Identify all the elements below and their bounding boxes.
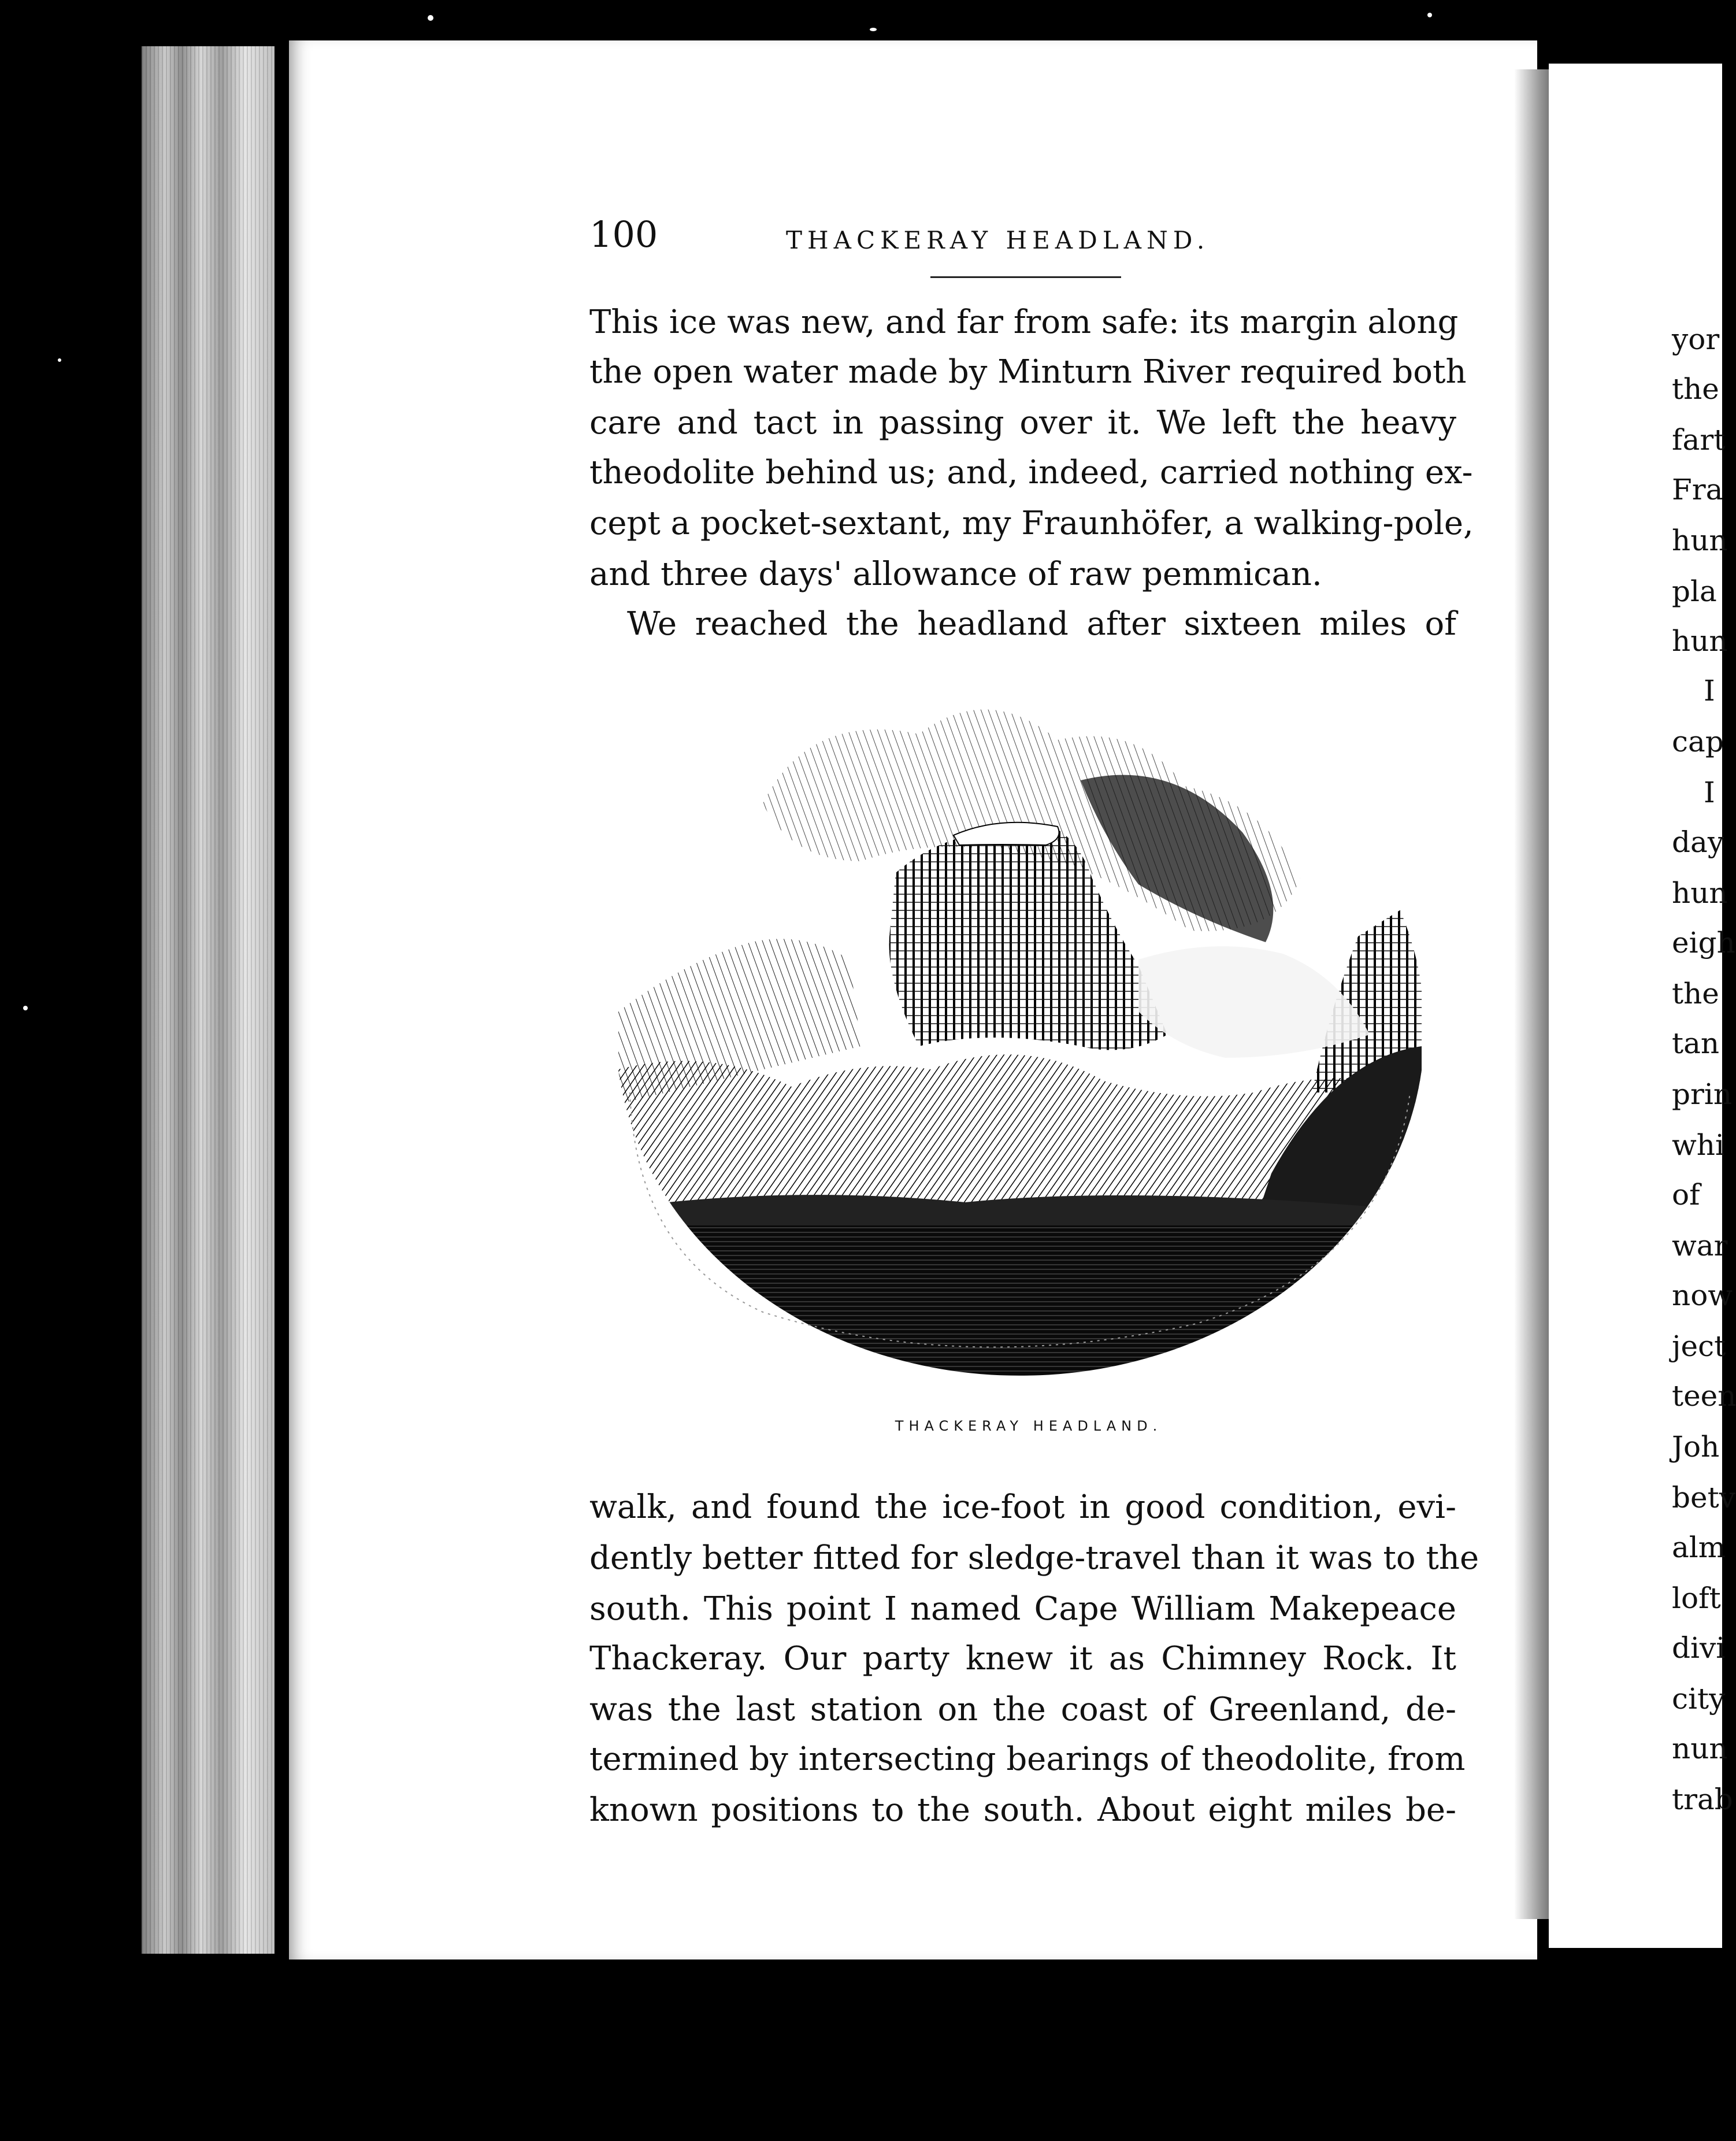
text-line: south. This point I named Cape William Makepeace (589, 1590, 1456, 1628)
text-line: dently better fitted for sledge-travel than it was to the (589, 1539, 1479, 1577)
facing-fragment: now (1672, 1279, 1733, 1312)
scan-speck (1427, 13, 1432, 17)
text-line: and three days' allowance of raw pemmican. (589, 555, 1322, 593)
facing-fragment: whi (1672, 1128, 1724, 1162)
facing-fragment: city (1672, 1682, 1726, 1716)
figure-caption: THACKERAY HEADLAND. (895, 1418, 1163, 1434)
facing-fragment: loft (1672, 1581, 1721, 1615)
running-title: THACKERAY HEADLAND. (786, 226, 1210, 254)
facing-fragment: hun (1672, 624, 1728, 658)
facing-fragment: hun (1672, 524, 1728, 557)
text-line: walk, and found the ice-foot in good condition, evi- (589, 1488, 1456, 1526)
facing-fragment: prin (1672, 1077, 1733, 1111)
text-line: This ice was new, and far from safe: its margin along (589, 303, 1459, 341)
scan-speck (58, 358, 61, 362)
facing-fragment: war (1672, 1229, 1728, 1262)
facing-fragment: cap (1672, 725, 1724, 758)
facing-fragment: fart (1672, 423, 1726, 457)
text-line: theodolite behind us; and, indeed, carried nothing ex- (589, 454, 1473, 491)
facing-fragment: eigh (1672, 926, 1735, 960)
page-number: 100 (589, 213, 658, 255)
facing-fragment: pla (1672, 575, 1717, 608)
text-line: was the last station on the coast of Greenland, de- (589, 1691, 1456, 1728)
facing-fragment: of (1672, 1178, 1700, 1212)
engraving-illustration (618, 688, 1422, 1370)
mist (1138, 946, 1370, 1058)
facing-fragment: divi (1672, 1631, 1726, 1665)
facing-fragment: day (1672, 825, 1724, 859)
facing-fragment: I (1704, 674, 1715, 708)
facing-fragment: tan (1672, 1027, 1720, 1060)
facing-fragment: hun (1672, 876, 1728, 910)
facing-fragment: teen (1672, 1379, 1736, 1413)
facing-fragment: betv (1672, 1481, 1735, 1514)
text-line: cept a pocket-sextant, my Fraunhöfer, a walking-pole, (589, 505, 1474, 542)
facing-page (1549, 64, 1736, 1948)
facing-fragment: trab (1672, 1783, 1733, 1816)
facing-fragment: Fra (1672, 473, 1723, 506)
text-line: termined by intersecting bearings of theodolite, from (589, 1740, 1466, 1778)
facing-fragment: the (1672, 372, 1719, 406)
text-line: Thackeray. Our party knew it as Chimney Rock. It (589, 1640, 1456, 1677)
text-line: care and tact in passing over it. We left the heavy (589, 404, 1456, 442)
facing-fragment: nun (1672, 1732, 1728, 1765)
book-edge (142, 46, 275, 1954)
text-line: We reached the headland after sixteen miles of (627, 605, 1456, 643)
header-rule (930, 276, 1121, 278)
scan-speck (428, 15, 433, 21)
facing-fragment: I (1704, 776, 1715, 809)
facing-fragment: Joh (1672, 1430, 1720, 1464)
scan-speck (23, 1006, 28, 1010)
text-line: known positions to the south. About eight miles be- (589, 1791, 1456, 1829)
facing-fragment: alm (1672, 1531, 1726, 1564)
facing-fragment: the (1672, 977, 1719, 1010)
facing-fragment: yor (1672, 323, 1720, 356)
scan-speck (870, 28, 877, 31)
facing-fragment: ject (1672, 1329, 1726, 1363)
text-line: the open water made by Minturn River required both (589, 353, 1467, 391)
water (618, 1225, 1422, 1376)
